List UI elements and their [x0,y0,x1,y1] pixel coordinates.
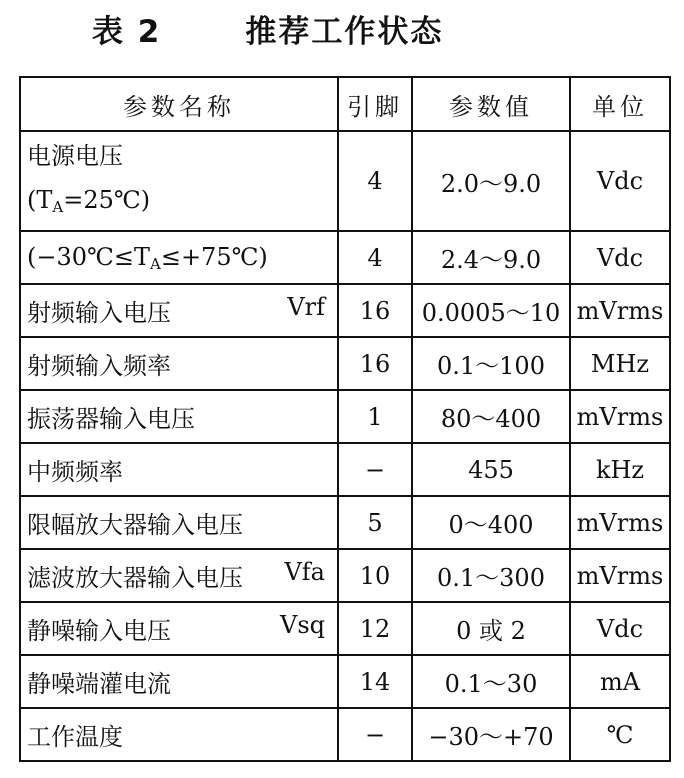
row-condition: $(T_A=25℃)$ [27,185,151,216]
row-value: 80～400 [412,390,570,443]
row-value: −30～+70 [412,708,570,761]
table-row [20,655,670,708]
row-value: 0.1～30 [412,655,570,708]
row-name-cell [20,284,338,337]
row-pin: 12 [338,602,412,655]
row-symbol: Vfa [284,558,325,586]
recommended-operating-conditions-table [19,76,671,762]
table-row [20,443,670,496]
row-name: 静噪输入电压 [27,617,171,645]
row-value: 0.1～100 [412,337,570,390]
row-name: 射频输入电压 [27,299,171,327]
header-value: 参数值 [412,77,570,131]
row-name-cell [20,337,338,390]
row-name: 工作温度 [27,723,123,751]
row-name-cell [20,390,338,443]
row-pin: 10 [338,549,412,602]
row-name-cell [20,655,338,708]
table-row [20,496,670,549]
table-row [20,390,670,443]
table-number: 表 2 [92,13,162,50]
row-name-cell [20,443,338,496]
row-value: 0.1～300 [412,549,570,602]
row-name: 静噪端灌电流 [27,670,171,698]
table-row [20,549,670,602]
row-pin: 4 [338,131,412,231]
header-unit: 单位 [570,77,670,131]
row-name-cell [20,131,338,231]
row-name: 射频输入频率 [27,352,171,380]
row-value: 2.0～9.0 [412,131,570,231]
row-unit: mVrms [570,496,670,549]
row-symbol: Vsq [279,611,325,639]
header-row [20,77,670,131]
row-name: 振荡器输入电压 [27,405,195,433]
table-row [20,602,670,655]
row-unit: mVrms [570,390,670,443]
row-name: 限幅放大器输入电压 [27,511,243,539]
row-pin: 16 [338,284,412,337]
row-name-cell [20,549,338,602]
row-unit: mA [570,655,670,708]
table-row [20,231,670,284]
row-unit: ℃ [570,708,670,761]
row-pin: 5 [338,496,412,549]
row-unit: MHz [570,337,670,390]
row-value: 0 或 2 [412,602,570,655]
table-row [20,708,670,761]
row-pin: 1 [338,390,412,443]
row-name: $(-30℃\le T_A\le+75℃)$ [27,242,268,273]
table-title [92,6,443,50]
row-pin: 4 [338,231,412,284]
row-unit: Vdc [570,131,670,231]
table-row [20,131,670,231]
row-name: 滤波放大器输入电压 [27,564,243,592]
row-unit: Vdc [570,602,670,655]
row-pin: 16 [338,337,412,390]
table-row [20,284,670,337]
row-name: 电源电压 [27,141,123,170]
row-pin: 14 [338,655,412,708]
row-symbol: Vrf [287,293,325,321]
table-row [20,337,670,390]
row-pin: − [338,708,412,761]
row-value: 0.0005～10 [412,284,570,337]
row-unit: mVrms [570,549,670,602]
row-pin: − [338,443,412,496]
table-name: 推荐工作状态 [245,13,444,50]
row-unit: mVrms [570,284,670,337]
header-name: 参数名称 [20,77,338,131]
row-unit: kHz [570,443,670,496]
row-name-cell [20,708,338,761]
row-name-cell [20,496,338,549]
header-pin: 引脚 [338,77,412,131]
row-value: 2.4～9.0 [412,231,570,284]
row-value: 455 [412,443,570,496]
row-unit: Vdc [570,231,670,284]
row-name: 中频频率 [27,458,123,486]
row-name-cell [20,602,338,655]
row-value: 0～400 [412,496,570,549]
row-name-cell [20,231,338,284]
